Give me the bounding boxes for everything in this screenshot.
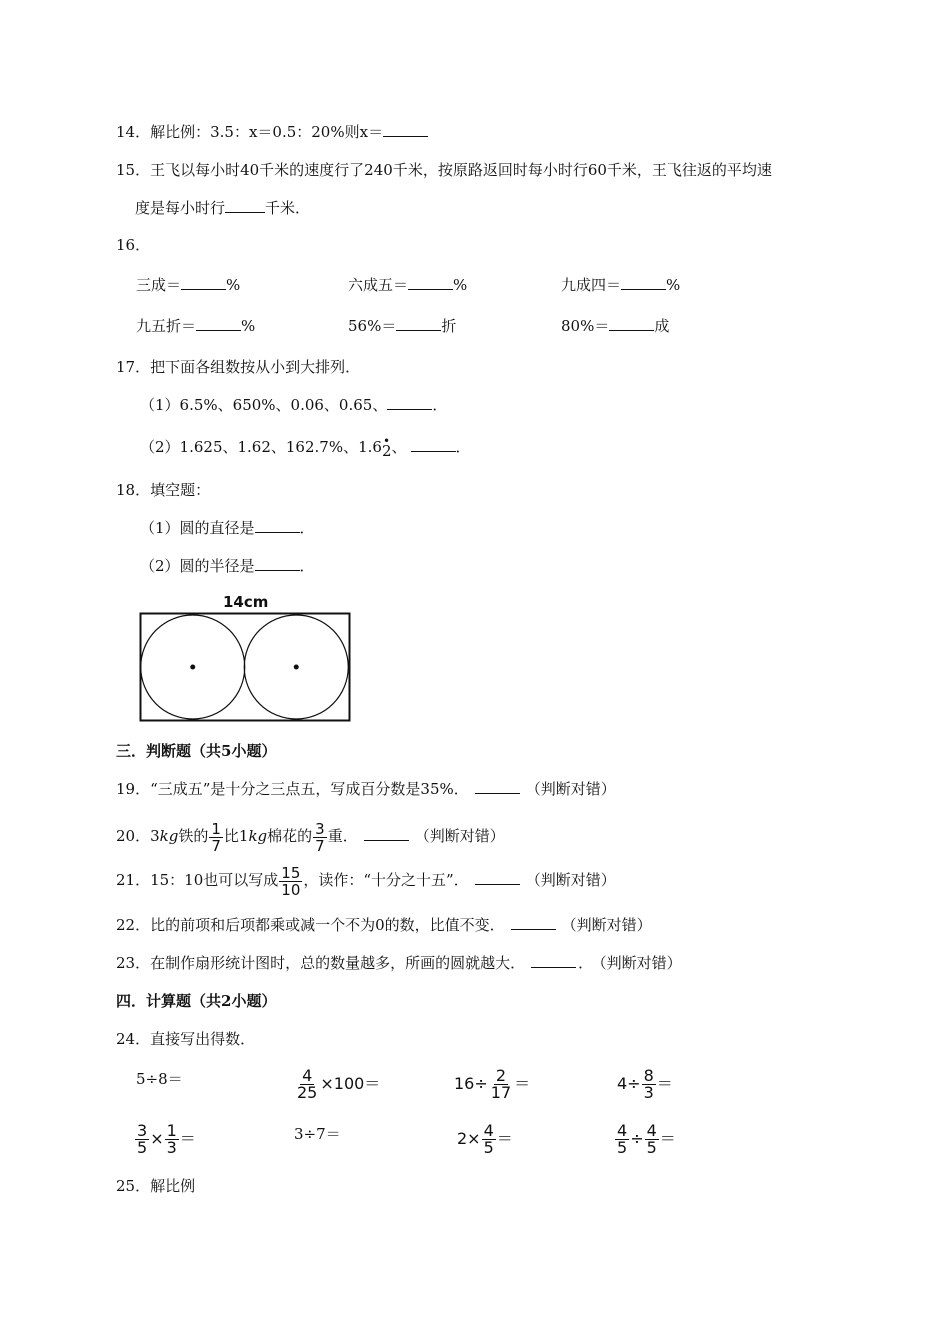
answer-blank[interactable] (387, 395, 432, 410)
expression (134, 1119, 196, 1159)
answer-blank[interactable] (511, 915, 556, 930)
item-unit: 折 (441, 317, 457, 335)
numerator: 3 (315, 819, 325, 838)
text: 比1 (223, 827, 249, 845)
text: ＝ (659, 1129, 676, 1148)
answer-blank[interactable] (411, 437, 456, 452)
numerator: 2 (495, 1066, 507, 1085)
denominator: 7 (315, 836, 325, 855)
text: 15：10也可以写成 (150, 871, 279, 889)
question-text: （2）圆的半径是 (140, 557, 255, 575)
section-heading: 四．计算题（共2小题） (116, 992, 277, 1010)
expression (294, 1064, 380, 1104)
punctuation: ． (455, 438, 471, 456)
numerator: 15 (281, 863, 301, 882)
question-text: 、 (391, 438, 407, 456)
expression (454, 1064, 530, 1104)
question-text: 填空题： (150, 481, 211, 499)
question-17-part1 (140, 395, 447, 415)
question-text: 把下面各组数按从小到大排列． (150, 358, 361, 376)
question-18 (116, 480, 210, 500)
numerator: 1 (166, 1121, 177, 1140)
answer-blank[interactable] (475, 779, 520, 794)
item-text: 九五折＝ (136, 317, 197, 335)
fraction (165, 1123, 179, 1156)
question-tail: （判断对错） (599, 954, 682, 972)
answer-blank[interactable] (609, 316, 654, 331)
text: 16÷ (454, 1074, 488, 1093)
question-text: （1）6.5%、650%、0.06、0.65、 (140, 396, 388, 414)
question-25 (116, 1176, 195, 1196)
question-text: 解比例：3.5：x＝0.5：20%则x＝ (150, 123, 384, 141)
question-tail: （判断对错） (525, 780, 616, 798)
expression (617, 1064, 673, 1104)
question-number: 23． (116, 954, 151, 972)
conversion-item (136, 316, 255, 336)
expression: 3÷7＝ (294, 1125, 341, 1143)
denominator: 7 (211, 836, 221, 855)
denominator: 25 (297, 1083, 318, 1102)
denominator: 5 (137, 1138, 148, 1157)
question-text: 千米． (265, 199, 311, 217)
conversion-item (348, 316, 456, 336)
fraction (645, 1123, 659, 1156)
question-text: 在制作扇形统计图时，总的数量越多，所画的圆就越大． (150, 954, 526, 972)
question-22 (116, 915, 652, 935)
question-text: 度是每小时行 (135, 199, 226, 217)
conversion-item (561, 316, 669, 336)
answer-blank[interactable] (408, 275, 453, 290)
operator: × (150, 1129, 164, 1148)
expression (457, 1119, 513, 1159)
repeating-digit: • 2 (382, 441, 392, 461)
operator: ÷ (630, 1129, 644, 1148)
question-23 (116, 953, 682, 973)
text: 重． (327, 827, 358, 845)
denominator: 17 (490, 1083, 512, 1102)
circles-figure (139, 592, 353, 724)
question-number: 21． (116, 871, 151, 889)
answer-blank[interactable] (255, 556, 300, 571)
question-15-line2 (135, 198, 310, 218)
expression: 5÷8＝ (136, 1070, 183, 1088)
fraction (295, 1068, 319, 1101)
item-text: 三成＝ (136, 276, 182, 294)
text: ＝ (179, 1129, 196, 1148)
fraction (489, 1068, 513, 1101)
unit: kg (248, 827, 268, 845)
conversion-item (348, 275, 467, 295)
figure-drawing (139, 612, 353, 724)
punctuation: ． (299, 519, 315, 537)
punctuation: ． (578, 954, 594, 972)
numerator: 1 (211, 819, 221, 838)
question-15 (116, 160, 772, 180)
left-center-dot (190, 665, 195, 670)
fraction (642, 1068, 656, 1101)
numerator: 4 (646, 1121, 657, 1140)
fraction (279, 865, 302, 898)
answer-blank[interactable] (181, 275, 226, 290)
question-tail: （判断对错） (414, 827, 505, 845)
fraction (615, 1123, 629, 1156)
section-heading: 三．判断题（共5小题） (116, 742, 277, 760)
question-text: 王飞以每小时40千米的速度行了240千米，按原路返回时每小时行60千米，王飞往返的平均速 (150, 161, 772, 179)
question-tail: （判断对错） (525, 871, 616, 889)
numerator: 8 (643, 1066, 654, 1085)
text: ×100＝ (320, 1074, 381, 1093)
numerator: 4 (483, 1121, 494, 1140)
text: 4÷ (617, 1074, 641, 1093)
answer-blank[interactable] (364, 826, 409, 841)
question-text: 比的前项和后项都乘或减一个不为0的数，比值不变． (150, 916, 505, 934)
question-number: 16． (116, 236, 151, 254)
question-number: 15． (116, 161, 151, 179)
question-text: 直接写出得数． (150, 1030, 256, 1048)
question-text: （2）1.625、1.62、162.7%、1.6 (140, 438, 382, 456)
question-16 (116, 235, 150, 255)
question-number: 17． (116, 358, 151, 376)
question-number: 14． (116, 123, 151, 141)
text: ＝ (496, 1129, 513, 1148)
item-text: 九成四＝ (561, 276, 622, 294)
numerator: 3 (137, 1121, 148, 1140)
punctuation: ． (299, 557, 315, 575)
question-number: 18． (116, 481, 151, 499)
question-17-part2 (140, 437, 471, 460)
question-19 (116, 779, 616, 799)
question-text: “三成五”是十分之三点五，写成百分数是35%． (150, 780, 469, 798)
denominator: 3 (166, 1138, 177, 1157)
fraction (209, 821, 223, 854)
question-18-part1 (140, 518, 315, 538)
right-center-dot (294, 665, 299, 670)
item-text: 六成五＝ (348, 276, 409, 294)
answer-blank[interactable] (621, 275, 666, 290)
denominator: 10 (281, 880, 301, 899)
question-number: 24． (116, 1030, 151, 1048)
item-unit: % (226, 276, 241, 294)
question-24 (116, 1029, 255, 1049)
answer-blank[interactable] (196, 316, 241, 331)
punctuation: ． (432, 396, 448, 414)
question-tail: （判断对错） (561, 916, 652, 934)
numerator: 4 (302, 1066, 313, 1085)
denominator: 3 (643, 1083, 654, 1102)
question-21 (116, 862, 616, 898)
answer-blank[interactable] (396, 316, 441, 331)
text: ＝ (656, 1074, 673, 1093)
question-text: （1）圆的直径是 (140, 519, 255, 537)
question-14 (116, 122, 428, 142)
numerator: 4 (617, 1121, 628, 1140)
denominator: 5 (617, 1138, 628, 1157)
item-unit: % (666, 276, 681, 294)
question-20 (116, 818, 505, 854)
denominator: 5 (483, 1138, 494, 1157)
fraction (482, 1123, 496, 1156)
question-17 (116, 357, 360, 377)
fraction (135, 1123, 149, 1156)
figure-label: 14cm (223, 593, 269, 611)
denominator: 5 (646, 1138, 657, 1157)
item-text: 80%＝ (561, 317, 610, 335)
text: 3 (150, 827, 160, 845)
answer-blank[interactable] (225, 198, 265, 213)
conversion-item (136, 275, 240, 295)
answer-blank[interactable] (383, 122, 428, 137)
conversion-item (561, 275, 680, 295)
question-number: 25． (116, 1177, 151, 1195)
fraction (313, 821, 327, 854)
item-unit: % (241, 317, 256, 335)
item-text: 56%＝ (348, 317, 397, 335)
question-number: 20． (116, 827, 151, 845)
text: 棉花的 (267, 827, 313, 845)
question-text: 解比例 (150, 1177, 196, 1195)
item-unit: 成 (654, 317, 670, 335)
text: 2× (457, 1129, 481, 1148)
answer-blank[interactable] (475, 870, 520, 885)
text: ，读作：“十分之十五”． (303, 871, 469, 889)
question-number: 22． (116, 916, 151, 934)
question-18-part2 (140, 556, 315, 576)
item-unit: % (453, 276, 468, 294)
text: ＝ (514, 1074, 531, 1093)
unit: kg (159, 827, 179, 845)
expression (614, 1119, 676, 1159)
question-number: 19． (116, 780, 151, 798)
text: 铁的 (178, 827, 209, 845)
answer-blank[interactable] (531, 953, 576, 968)
answer-blank[interactable] (255, 518, 300, 533)
